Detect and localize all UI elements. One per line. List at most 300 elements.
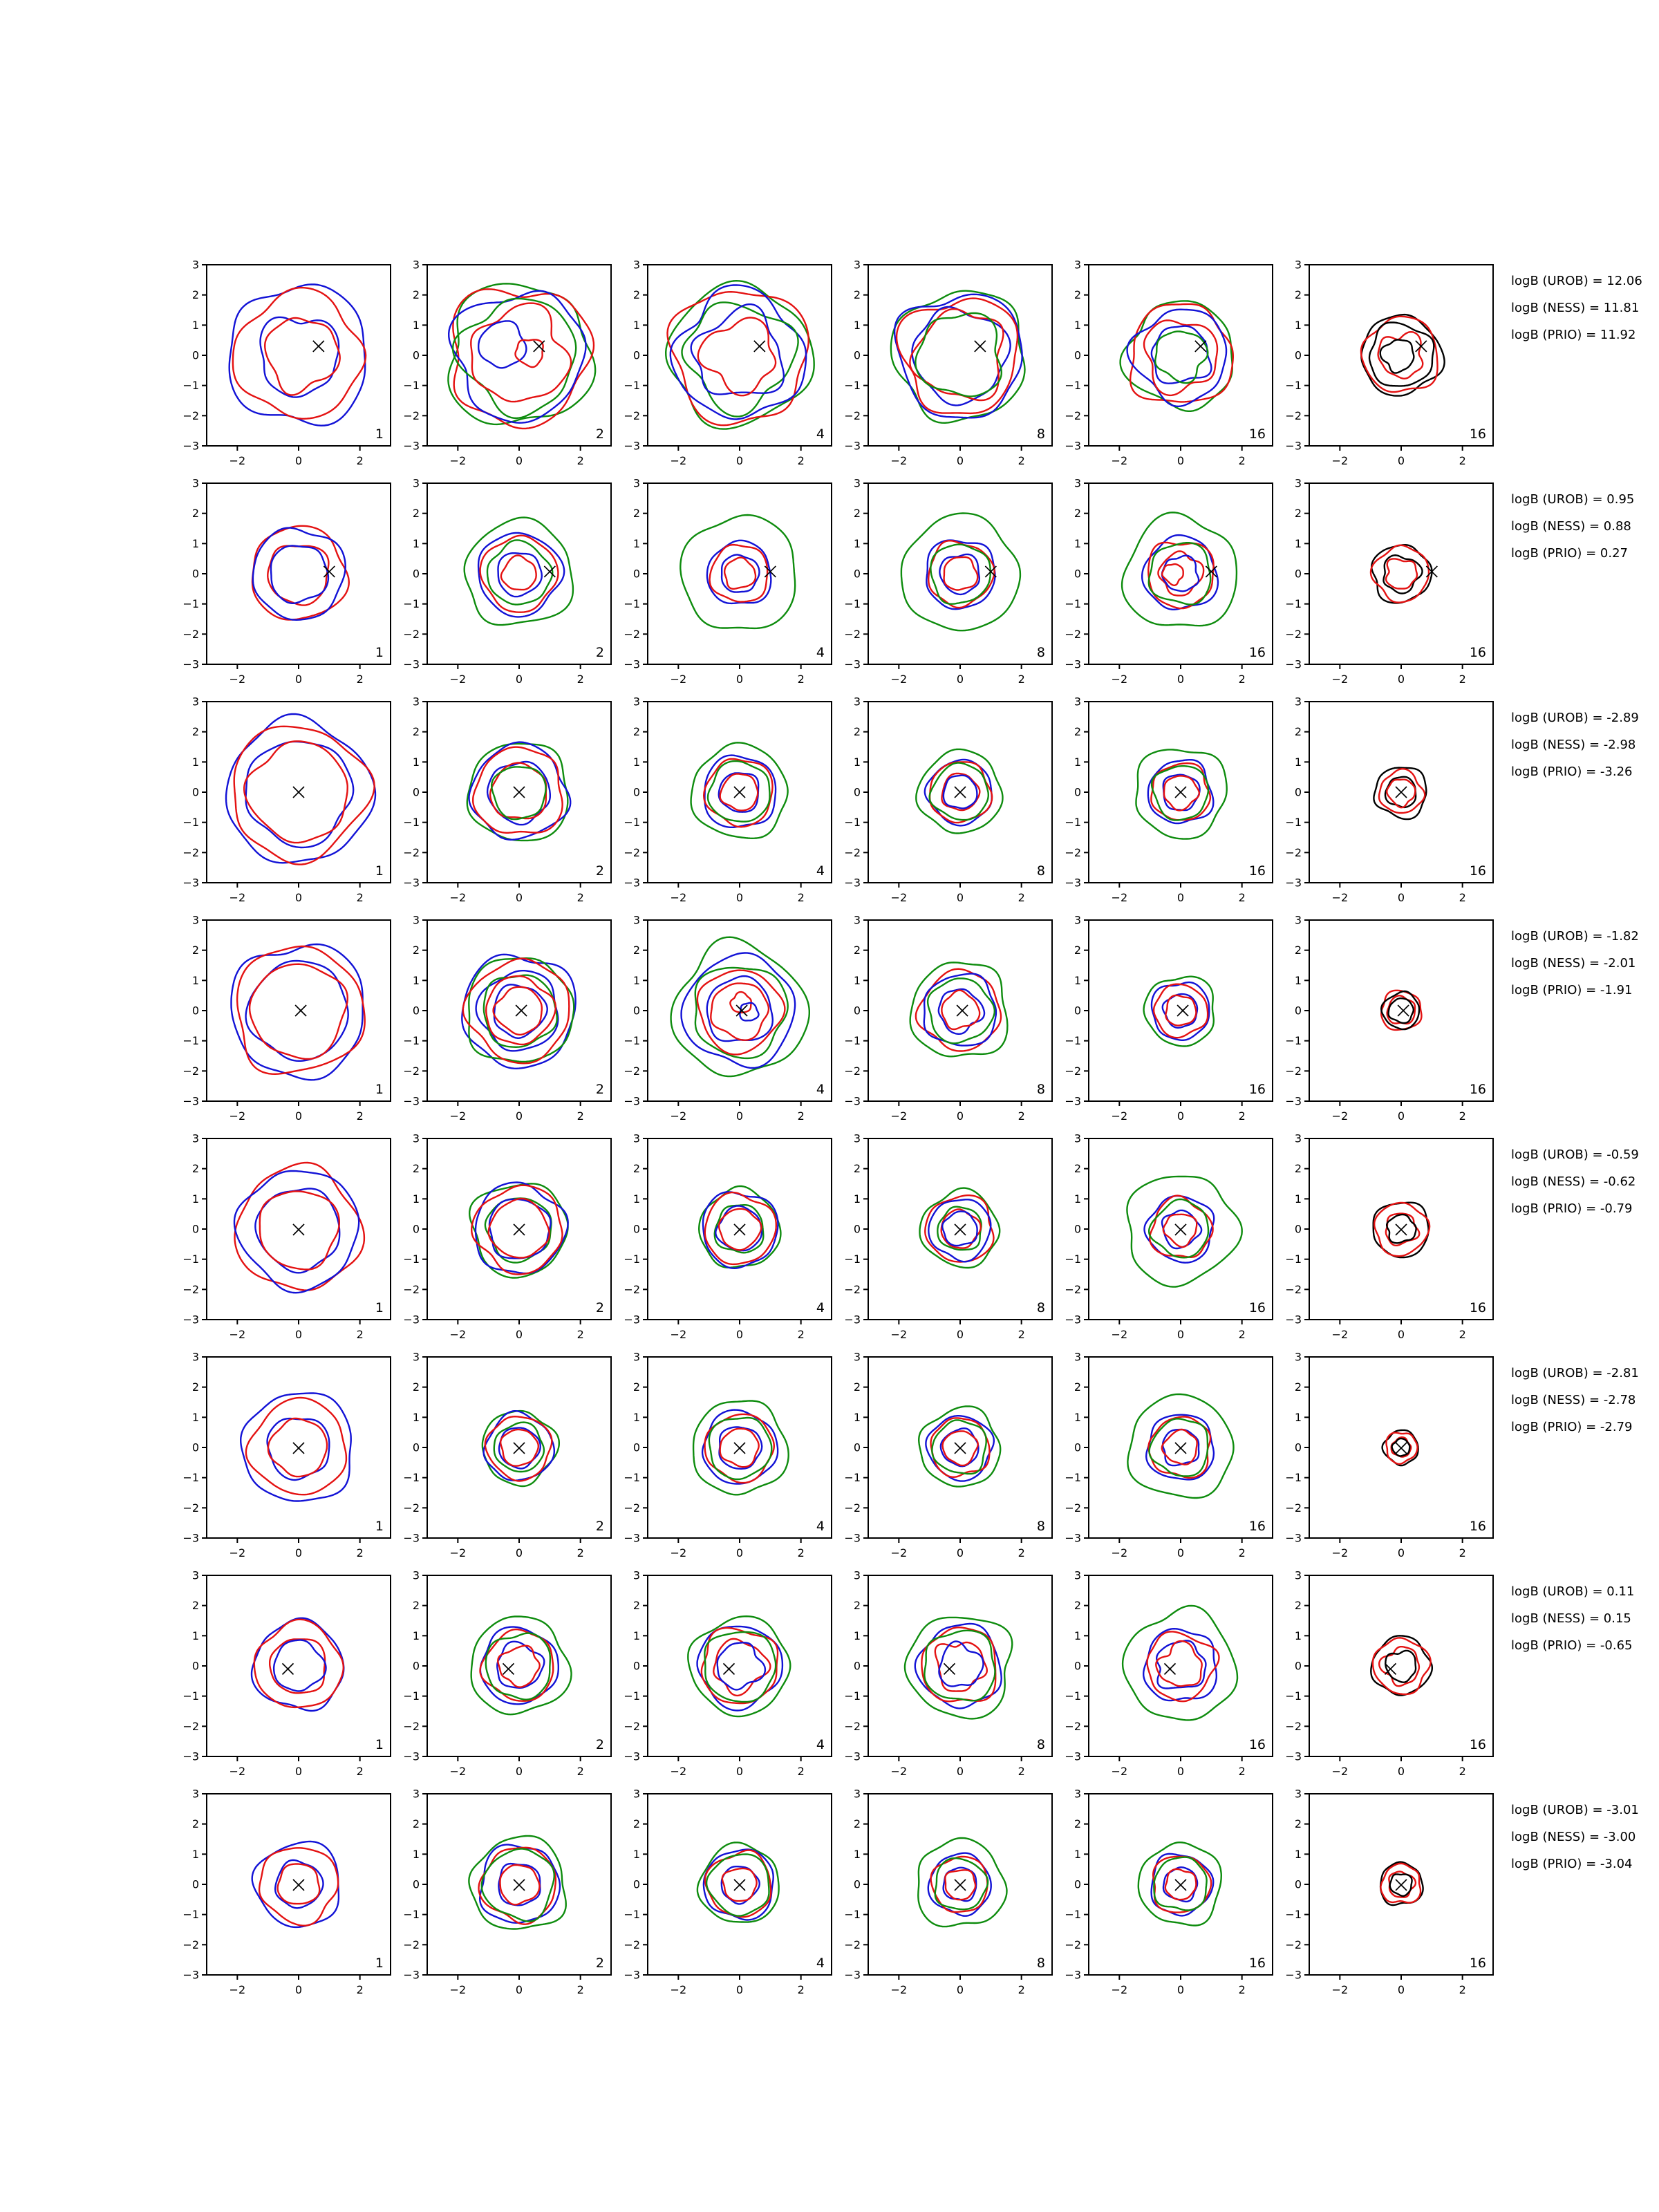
y-tick-label: 0 xyxy=(853,785,861,799)
panel-corner-label: 2 xyxy=(595,1082,604,1097)
logB-label: logB (UROB) = 0.11 xyxy=(1511,1584,1635,1599)
x-tick-label: 0 xyxy=(1397,1546,1405,1559)
y-tick-label: 1 xyxy=(412,1410,420,1424)
y-tick-label: 1 xyxy=(1074,973,1081,987)
panel-corner-label: 4 xyxy=(816,1300,825,1315)
x-tick-label: 2 xyxy=(1018,673,1025,686)
y-tick-label: 2 xyxy=(1074,288,1081,302)
panel-corner-label: 16 xyxy=(1248,1956,1266,1971)
y-tick-label: −3 xyxy=(1065,657,1081,671)
y-tick-label: 3 xyxy=(1074,1787,1081,1801)
y-tick-label: 2 xyxy=(191,288,199,302)
y-tick-label: 0 xyxy=(191,1659,199,1673)
x-tick-label: −2 xyxy=(1331,1109,1349,1123)
y-tick-label: 2 xyxy=(191,507,199,521)
y-tick-label: 3 xyxy=(1294,258,1302,272)
contour-black xyxy=(1369,322,1434,386)
y-tick-label: −3 xyxy=(1065,1968,1081,1982)
logB-label: logB (NESS) = -2.78 xyxy=(1511,1393,1636,1407)
panel-corner-label: 8 xyxy=(1036,427,1045,442)
contour-blue xyxy=(1152,1854,1214,1916)
x-tick-label: −2 xyxy=(1331,1328,1349,1341)
x-tick-label: 0 xyxy=(515,1983,523,1996)
contour-red xyxy=(268,546,328,606)
x-tick-label: 0 xyxy=(735,1109,744,1123)
y-tick-label: 2 xyxy=(412,725,420,739)
contour-blue xyxy=(476,971,559,1051)
subplot-r8c3 xyxy=(616,1785,841,2001)
contour-red xyxy=(250,964,348,1059)
panel-corner-label: 1 xyxy=(375,1300,384,1315)
axes-box xyxy=(1309,265,1493,446)
y-tick-label: 1 xyxy=(853,755,861,769)
y-tick-label: 2 xyxy=(632,507,640,521)
subplot-r8c2 xyxy=(395,1785,621,2001)
y-tick-label: 2 xyxy=(1074,1817,1081,1831)
y-tick-label: 1 xyxy=(412,973,420,987)
panel-corner-label: 16 xyxy=(1248,1082,1266,1097)
y-tick-label: 1 xyxy=(412,536,420,550)
y-tick-label: −2 xyxy=(1065,1282,1081,1296)
y-tick-label: −2 xyxy=(1285,1938,1302,1951)
y-tick-label: 1 xyxy=(191,1192,199,1206)
x-tick-label: 0 xyxy=(956,1983,964,1996)
y-tick-label: 2 xyxy=(853,507,861,521)
contour-blue xyxy=(707,541,771,603)
x-tick-label: 2 xyxy=(1459,1109,1466,1123)
y-tick-label: 1 xyxy=(632,318,640,332)
x-tick-label: 0 xyxy=(1177,454,1185,467)
axes-box xyxy=(1309,483,1493,664)
y-tick-label: −1 xyxy=(844,1908,861,1922)
y-tick-label: 2 xyxy=(412,507,420,521)
x-tick-label: 0 xyxy=(956,1546,964,1559)
subplot-r6c4 xyxy=(836,1349,1062,1564)
y-tick-label: 3 xyxy=(1294,1787,1302,1801)
x-tick-label: 2 xyxy=(1018,1983,1025,1996)
axes-box xyxy=(868,1575,1052,1756)
x-tick-label: 0 xyxy=(1397,454,1405,467)
y-tick-label: −3 xyxy=(844,1968,861,1982)
contour-red xyxy=(254,1620,344,1707)
y-tick-label: −2 xyxy=(624,1282,640,1296)
y-tick-label: 2 xyxy=(412,944,420,957)
x-tick-label: 0 xyxy=(294,1328,303,1341)
y-tick-label: −3 xyxy=(182,1313,199,1327)
y-tick-label: 1 xyxy=(191,1629,199,1642)
panel-corner-label: 8 xyxy=(1036,1737,1045,1752)
x-tick-label: −2 xyxy=(449,891,467,904)
y-tick-label: 1 xyxy=(1294,1629,1302,1642)
row-5-annotations xyxy=(1511,1141,1639,1222)
y-tick-label: −1 xyxy=(1065,816,1081,830)
row-7-annotations xyxy=(1511,1578,1634,1659)
x-tick-label: 2 xyxy=(356,673,364,686)
x-tick-label: −2 xyxy=(449,1983,467,1996)
y-tick-label: 3 xyxy=(1074,695,1081,709)
x-tick-label: −2 xyxy=(890,1765,908,1778)
y-tick-label: 1 xyxy=(1074,1847,1081,1861)
y-tick-label: 2 xyxy=(1074,507,1081,521)
y-tick-label: 1 xyxy=(853,536,861,550)
x-tick-label: −2 xyxy=(1111,1983,1128,1996)
axes-box xyxy=(1089,1575,1273,1756)
subplot-r8c4 xyxy=(836,1785,1062,2001)
y-tick-label: −3 xyxy=(1285,1531,1302,1545)
x-tick-label: 0 xyxy=(735,891,744,904)
y-tick-label: −2 xyxy=(624,845,640,859)
y-tick-label: 3 xyxy=(853,913,861,927)
x-tick-label: −2 xyxy=(1111,454,1128,467)
y-tick-label: 2 xyxy=(1294,1162,1302,1176)
y-tick-label: −3 xyxy=(403,657,420,671)
subplot-r2c1 xyxy=(175,475,400,691)
y-tick-label: −1 xyxy=(182,1034,199,1048)
x-tick-label: 0 xyxy=(1397,673,1405,686)
x-tick-label: 0 xyxy=(956,673,964,686)
panel-corner-label: 4 xyxy=(816,645,825,660)
subplot-r4c3 xyxy=(616,912,841,1127)
x-tick-label: −2 xyxy=(1331,673,1349,686)
y-tick-label: 3 xyxy=(191,695,199,709)
y-tick-label: −2 xyxy=(844,1938,861,1951)
y-tick-label: −3 xyxy=(844,1531,861,1545)
y-tick-label: 3 xyxy=(1074,1350,1081,1364)
y-tick-label: −2 xyxy=(1285,409,1302,422)
y-tick-label: −3 xyxy=(624,1750,640,1763)
panel-corner-label: 2 xyxy=(595,1519,604,1534)
x-tick-label: 0 xyxy=(515,673,523,686)
contour-green xyxy=(915,313,1001,397)
y-tick-label: 1 xyxy=(1294,973,1302,987)
y-tick-label: −1 xyxy=(1065,597,1081,611)
y-tick-label: 3 xyxy=(412,913,420,927)
y-tick-label: 0 xyxy=(853,348,861,362)
y-tick-label: −2 xyxy=(624,1501,640,1515)
y-tick-label: −2 xyxy=(403,1719,420,1733)
y-tick-label: 2 xyxy=(632,725,640,739)
y-tick-label: 3 xyxy=(1294,476,1302,490)
y-tick-label: −2 xyxy=(1065,1938,1081,1951)
x-tick-label: −2 xyxy=(1331,1765,1349,1778)
x-tick-label: 0 xyxy=(1177,673,1185,686)
contour-green xyxy=(1123,1606,1237,1721)
y-tick-label: −3 xyxy=(1065,1094,1081,1108)
y-tick-label: 3 xyxy=(1294,695,1302,709)
x-tick-label: 0 xyxy=(1177,1765,1185,1778)
subplot-r5c5 xyxy=(1057,1130,1282,1346)
y-tick-label: 3 xyxy=(632,1350,640,1364)
y-tick-label: 2 xyxy=(1294,1817,1302,1831)
axes-box xyxy=(427,1575,611,1756)
y-tick-label: 3 xyxy=(191,1568,199,1582)
y-tick-label: 0 xyxy=(1074,1004,1081,1018)
x-tick-label: 0 xyxy=(735,454,744,467)
x-tick-label: 2 xyxy=(1018,454,1025,467)
panel-corner-label: 1 xyxy=(375,1519,384,1534)
contour-red xyxy=(516,339,543,367)
logB-label: logB (NESS) = -3.00 xyxy=(1511,1830,1636,1844)
y-tick-label: −3 xyxy=(1065,876,1081,890)
y-tick-label: 1 xyxy=(1074,318,1081,332)
y-tick-label: 3 xyxy=(632,695,640,709)
logB-label: logB (UROB) = -2.89 xyxy=(1511,711,1639,725)
y-tick-label: −2 xyxy=(182,1719,199,1733)
panel-corner-label: 8 xyxy=(1036,863,1045,879)
y-tick-label: 0 xyxy=(632,1659,640,1673)
subplot-r4c6 xyxy=(1277,912,1503,1127)
y-tick-label: 0 xyxy=(1294,1877,1302,1891)
y-tick-label: −1 xyxy=(624,597,640,611)
y-tick-label: 2 xyxy=(853,1817,861,1831)
x-tick-label: −2 xyxy=(449,673,467,686)
y-tick-label: −1 xyxy=(1065,1034,1081,1048)
y-tick-label: 3 xyxy=(412,1350,420,1364)
logB-label: logB (UROB) = -0.59 xyxy=(1511,1147,1639,1162)
y-tick-label: 0 xyxy=(632,1004,640,1018)
x-tick-label: 2 xyxy=(1459,1765,1466,1778)
contour-red xyxy=(698,318,776,396)
x-tick-label: −2 xyxy=(229,454,246,467)
x-tick-label: 2 xyxy=(1238,891,1246,904)
subplot-r7c5 xyxy=(1057,1567,1282,1783)
x-tick-label: 0 xyxy=(294,1983,303,1996)
y-tick-label: 2 xyxy=(1294,288,1302,302)
contour-red xyxy=(278,1864,320,1904)
y-tick-label: 1 xyxy=(191,1847,199,1861)
y-tick-label: −2 xyxy=(624,627,640,641)
x-tick-label: −2 xyxy=(890,673,908,686)
y-tick-label: −1 xyxy=(624,816,640,830)
x-tick-label: 2 xyxy=(1018,1765,1025,1778)
axes-box xyxy=(1089,920,1273,1101)
x-tick-label: 2 xyxy=(1459,454,1466,467)
contour-black xyxy=(1389,998,1414,1023)
y-tick-label: −1 xyxy=(182,1689,199,1703)
y-tick-label: 3 xyxy=(412,1787,420,1801)
contour-blue xyxy=(229,284,366,425)
y-tick-label: 0 xyxy=(412,1659,420,1673)
y-tick-label: 0 xyxy=(853,1877,861,1891)
contour-red xyxy=(724,558,756,589)
y-tick-label: 3 xyxy=(632,258,640,272)
logB-label: logB (PRIO) = -0.65 xyxy=(1511,1638,1633,1653)
axes-box xyxy=(427,483,611,664)
y-tick-label: −2 xyxy=(403,627,420,641)
x-tick-label: 2 xyxy=(1238,673,1246,686)
y-tick-label: 0 xyxy=(632,785,640,799)
logB-label: logB (NESS) = 0.88 xyxy=(1511,519,1631,534)
subplot-r3c3 xyxy=(616,693,841,909)
y-tick-label: 3 xyxy=(853,258,861,272)
y-tick-label: 0 xyxy=(1294,1222,1302,1236)
logB-label: logB (PRIO) = -2.79 xyxy=(1511,1420,1633,1434)
y-tick-label: 2 xyxy=(632,1162,640,1176)
subplot-r3c6 xyxy=(1277,693,1503,909)
panel-corner-label: 2 xyxy=(595,1737,604,1752)
y-tick-label: 0 xyxy=(1294,348,1302,362)
y-tick-label: −3 xyxy=(403,1531,420,1545)
subplot-r2c4 xyxy=(836,475,1062,691)
y-tick-label: −3 xyxy=(182,439,199,453)
y-tick-label: −2 xyxy=(1065,627,1081,641)
contour-blue xyxy=(246,742,354,847)
x-tick-label: 2 xyxy=(1238,454,1246,467)
y-tick-label: 0 xyxy=(191,785,199,799)
x-tick-label: −2 xyxy=(1331,454,1349,467)
y-tick-label: 1 xyxy=(632,536,640,550)
subplot-r2c2 xyxy=(395,475,621,691)
y-tick-label: −1 xyxy=(1065,1908,1081,1922)
y-tick-label: −2 xyxy=(844,845,861,859)
contour-red xyxy=(1154,984,1208,1038)
x-tick-label: −2 xyxy=(670,891,687,904)
y-tick-label: −2 xyxy=(182,1501,199,1515)
subplot-r4c1 xyxy=(175,912,400,1127)
y-tick-label: −2 xyxy=(1285,1719,1302,1733)
y-tick-label: 2 xyxy=(191,1599,199,1613)
contour-black xyxy=(1371,545,1432,603)
y-tick-label: −2 xyxy=(1285,627,1302,641)
y-tick-label: −2 xyxy=(844,1501,861,1515)
x-tick-label: 0 xyxy=(735,1328,744,1341)
contour-blue xyxy=(480,1627,559,1705)
x-tick-label: 2 xyxy=(577,1765,584,1778)
y-tick-label: −1 xyxy=(844,1034,861,1048)
y-tick-label: −3 xyxy=(1065,439,1081,453)
axes-box xyxy=(1309,920,1493,1101)
y-tick-label: −3 xyxy=(1065,1750,1081,1763)
y-tick-label: 0 xyxy=(412,1441,420,1454)
contour-red xyxy=(498,1646,539,1687)
contour-green xyxy=(680,515,795,628)
contour-red xyxy=(494,987,542,1035)
x-tick-label: 2 xyxy=(797,1983,805,1996)
y-tick-label: −3 xyxy=(1285,439,1302,453)
y-tick-label: −3 xyxy=(624,439,640,453)
x-tick-label: 0 xyxy=(515,891,523,904)
y-tick-label: 2 xyxy=(191,1817,199,1831)
y-tick-label: −2 xyxy=(1065,1719,1081,1733)
y-tick-label: 3 xyxy=(853,1350,861,1364)
y-tick-label: 3 xyxy=(412,476,420,490)
x-tick-label: −2 xyxy=(670,454,687,467)
x-tick-label: 2 xyxy=(797,1765,805,1778)
y-tick-label: −2 xyxy=(1065,409,1081,422)
x-tick-label: 0 xyxy=(1177,1983,1185,1996)
y-tick-label: 3 xyxy=(191,1132,199,1145)
y-tick-label: −2 xyxy=(403,1938,420,1951)
panel-corner-label: 16 xyxy=(1248,1519,1266,1534)
y-tick-label: 2 xyxy=(1074,944,1081,957)
y-tick-label: −1 xyxy=(1285,379,1302,393)
contour-blue xyxy=(274,1640,326,1691)
y-tick-label: −2 xyxy=(1285,1501,1302,1515)
contour-green xyxy=(487,540,552,604)
x-tick-label: 2 xyxy=(1018,1109,1025,1123)
y-tick-label: 3 xyxy=(191,476,199,490)
subplot-r3c2 xyxy=(395,693,621,909)
y-tick-label: 2 xyxy=(632,288,640,302)
subplot-r5c3 xyxy=(616,1130,841,1346)
y-tick-label: 2 xyxy=(191,944,199,957)
row-4-annotations xyxy=(1511,923,1639,1004)
x-tick-label: 2 xyxy=(1238,1983,1246,1996)
y-tick-label: −2 xyxy=(182,1938,199,1951)
y-tick-label: −1 xyxy=(624,379,640,393)
x-tick-label: −2 xyxy=(449,1765,467,1778)
x-tick-label: 2 xyxy=(797,1328,805,1341)
panel-corner-label: 8 xyxy=(1036,1519,1045,1534)
y-tick-label: −3 xyxy=(844,1094,861,1108)
y-tick-label: 0 xyxy=(1294,1659,1302,1673)
y-tick-label: 1 xyxy=(853,1410,861,1424)
subplot-r5c4 xyxy=(836,1130,1062,1346)
x-tick-label: −2 xyxy=(1331,1546,1349,1559)
y-tick-label: 1 xyxy=(1074,1629,1081,1642)
y-tick-label: 1 xyxy=(632,1629,640,1642)
y-tick-label: 2 xyxy=(1294,507,1302,521)
subplot-r7c3 xyxy=(616,1567,841,1783)
y-tick-label: −3 xyxy=(844,657,861,671)
logB-label: logB (NESS) = -0.62 xyxy=(1511,1174,1636,1189)
y-tick-label: −3 xyxy=(182,1750,199,1763)
contour-blue xyxy=(1127,310,1226,406)
subplot-r7c4 xyxy=(836,1567,1062,1783)
x-tick-label: −2 xyxy=(229,891,246,904)
y-tick-label: −2 xyxy=(844,627,861,641)
y-tick-label: 2 xyxy=(191,1380,199,1394)
y-tick-label: 3 xyxy=(853,695,861,709)
subplot-r2c3 xyxy=(616,475,841,691)
panel-corner-label: 8 xyxy=(1036,1300,1045,1315)
y-tick-label: 1 xyxy=(1294,536,1302,550)
contour-blue xyxy=(702,1410,778,1484)
y-tick-label: 0 xyxy=(632,1877,640,1891)
y-tick-label: 2 xyxy=(412,1380,420,1394)
y-tick-label: −3 xyxy=(403,439,420,453)
panel-corner-label: 2 xyxy=(595,427,604,442)
y-tick-label: 2 xyxy=(632,1817,640,1831)
contour-green xyxy=(1127,1394,1233,1498)
y-tick-label: −3 xyxy=(1285,1313,1302,1327)
y-tick-label: −3 xyxy=(1065,1313,1081,1327)
x-tick-label: −2 xyxy=(890,1328,908,1341)
x-tick-label: 0 xyxy=(294,454,303,467)
contour-green xyxy=(901,514,1020,631)
x-tick-label: 0 xyxy=(515,1765,523,1778)
y-tick-label: 1 xyxy=(632,1192,640,1206)
y-tick-label: 1 xyxy=(412,755,420,769)
subplot-r6c5 xyxy=(1057,1349,1282,1564)
y-tick-label: 3 xyxy=(191,913,199,927)
subplot-r4c4 xyxy=(836,912,1062,1127)
x-tick-label: 2 xyxy=(1459,1328,1466,1341)
subplot-r2c6 xyxy=(1277,475,1503,691)
x-tick-label: −2 xyxy=(670,1546,687,1559)
x-tick-label: 0 xyxy=(515,1109,523,1123)
x-tick-label: −2 xyxy=(890,1983,908,1996)
y-tick-label: −2 xyxy=(403,409,420,422)
y-tick-label: −2 xyxy=(1065,845,1081,859)
contour-red xyxy=(501,556,536,590)
y-tick-label: 2 xyxy=(1294,1599,1302,1613)
panel-corner-label: 1 xyxy=(375,1082,384,1097)
y-tick-label: 0 xyxy=(1074,785,1081,799)
x-tick-label: −2 xyxy=(229,1328,246,1341)
y-tick-label: 1 xyxy=(632,1847,640,1861)
contour-blue xyxy=(241,1394,351,1501)
